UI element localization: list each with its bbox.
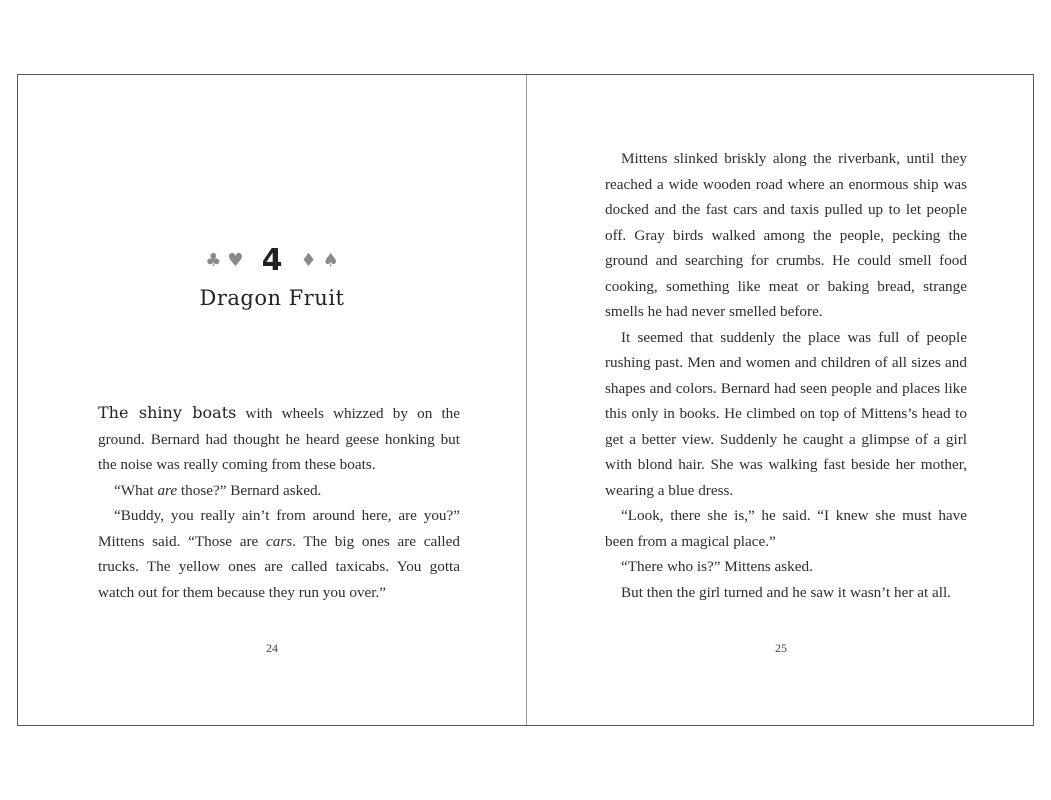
chapter-title: Dragon Fruit bbox=[199, 286, 345, 310]
paragraph-text: “What bbox=[114, 481, 158, 499]
paragraph-lead: The shiny boats bbox=[98, 403, 237, 422]
page-number: 24 bbox=[266, 641, 278, 655]
paragraph-text: those?” Bernard asked. bbox=[177, 481, 322, 499]
paragraph: It seemed that suddenly the place was full of people rushing past. Men and women and children of all sizes and shapes and colors. Bernard had seen people and places like this only in books. He climbed on top of Mittens’s head to get a better view. Suddenly he caught a glimpse of a girl with blond hair. She was walking fast beside her mother, wearing a blue dress. bbox=[605, 328, 967, 499]
paragraph bbox=[98, 400, 460, 478]
paragraph: Mittens slinked briskly along the riverbank, until they reached a wide wooden road where an enormous ship was docked and the fast cars and taxis pulled up to let people off. Gray birds walked among the people, pecking the ground and searching for crumbs. He could smell food cooking, something like meat or baking bread, strange smells he had never smelled before. bbox=[605, 150, 967, 320]
chapter-heading bbox=[18, 240, 526, 310]
page-number: 25 bbox=[775, 641, 787, 655]
emphasis-text: are bbox=[157, 481, 178, 499]
diamond-icon: ♦ bbox=[300, 249, 317, 271]
book-spread bbox=[17, 74, 1034, 726]
emphasis-text: cars bbox=[266, 532, 293, 550]
right-page bbox=[527, 75, 1035, 725]
chapter-number: 4 bbox=[261, 242, 283, 278]
right-page-text bbox=[605, 146, 967, 605]
paragraph: But then the girl turned and he saw it wasn’t her at all. bbox=[621, 583, 951, 601]
chapter-number-row bbox=[18, 240, 526, 280]
paragraph bbox=[98, 503, 460, 605]
paragraph-text: “Buddy, you really ain’t from around here, are you?” Mittens said. “Those are bbox=[98, 507, 460, 550]
paragraph-text: with wheels whizzed by on the ground. Bernard had thought he heard geese honking but the noise was really coming from these boats. bbox=[98, 405, 461, 473]
paragraph: “There who is?” Mittens asked. bbox=[621, 558, 813, 575]
left-page bbox=[18, 75, 526, 725]
paragraph-text: . The big ones are called trucks. The yellow ones are called taxicabs. You gotta watch out for them because they run you over.” bbox=[98, 532, 460, 601]
club-icon: ♣ bbox=[205, 249, 222, 271]
paragraph: “Look, there she is,” he said. “I knew she must have been from a magical place.” bbox=[605, 507, 967, 550]
left-page-text bbox=[98, 400, 460, 605]
paragraph bbox=[98, 478, 460, 504]
spade-icon: ♠ bbox=[322, 249, 339, 271]
heart-icon: ♥ bbox=[227, 249, 244, 271]
